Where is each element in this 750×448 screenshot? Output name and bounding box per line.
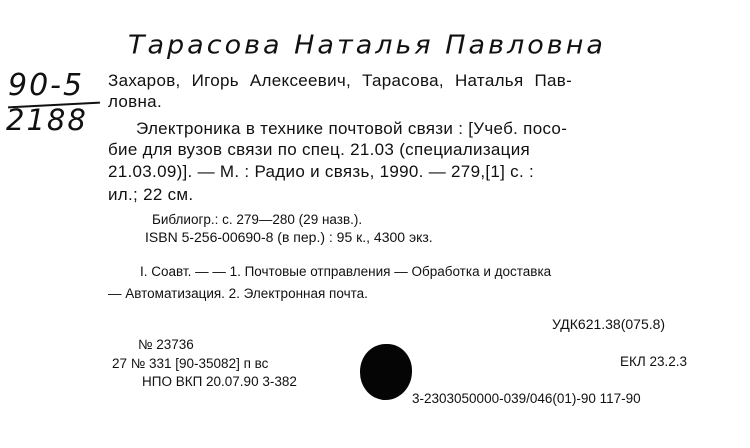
subject-headings: I. Соавт. — — 1. Почтовые отправления — Обработка и доставка (140, 264, 552, 279)
shelf-mark-bottom: 2188 (6, 103, 88, 137)
title-line: Электроника в технике почтовой связи : [Учеб. посо- (136, 119, 568, 138)
isbn-line: ISBN 5-256-00690-8 (в пер.) : 95 к., 4300 экз. (145, 229, 433, 245)
subject-headings: — Автоматизация. 2. Электронная почта. (108, 286, 368, 301)
card-number: № 23736 (138, 337, 194, 352)
shelf-mark-top: 90-5 (8, 68, 85, 103)
order-line: 27 № 331 [90-35082] п вс (112, 356, 269, 371)
title-line: 21.03.09)]. — М. : Радио и связь, 1990. — 279,[1] с. : (108, 162, 535, 181)
npo-line: НПО ВКП 20.07.90 3-382 (142, 374, 297, 389)
author-line: Захаров, Игорь Алексеевич, Тарасова, Наталья Пав- (108, 71, 573, 90)
publication-code: 3-2303050000-039/046(01)-90 117-90 (412, 391, 641, 406)
author-line: ловна. (108, 92, 162, 111)
handwritten-name: Тарасова Наталья Павловна (128, 30, 606, 61)
title-line: бие для вузов связи по спец. 21.03 (специализация (108, 140, 531, 159)
bibliography-note: Библиогр.: с. 279—280 (29 назв.). (152, 212, 363, 227)
hole-punch-mark (360, 344, 412, 400)
title-line: ил.; 22 см. (108, 185, 194, 204)
udk-code: УДК621.38(075.8) (552, 316, 666, 332)
ekl-code: ЕКЛ 23.2.3 (620, 354, 688, 369)
